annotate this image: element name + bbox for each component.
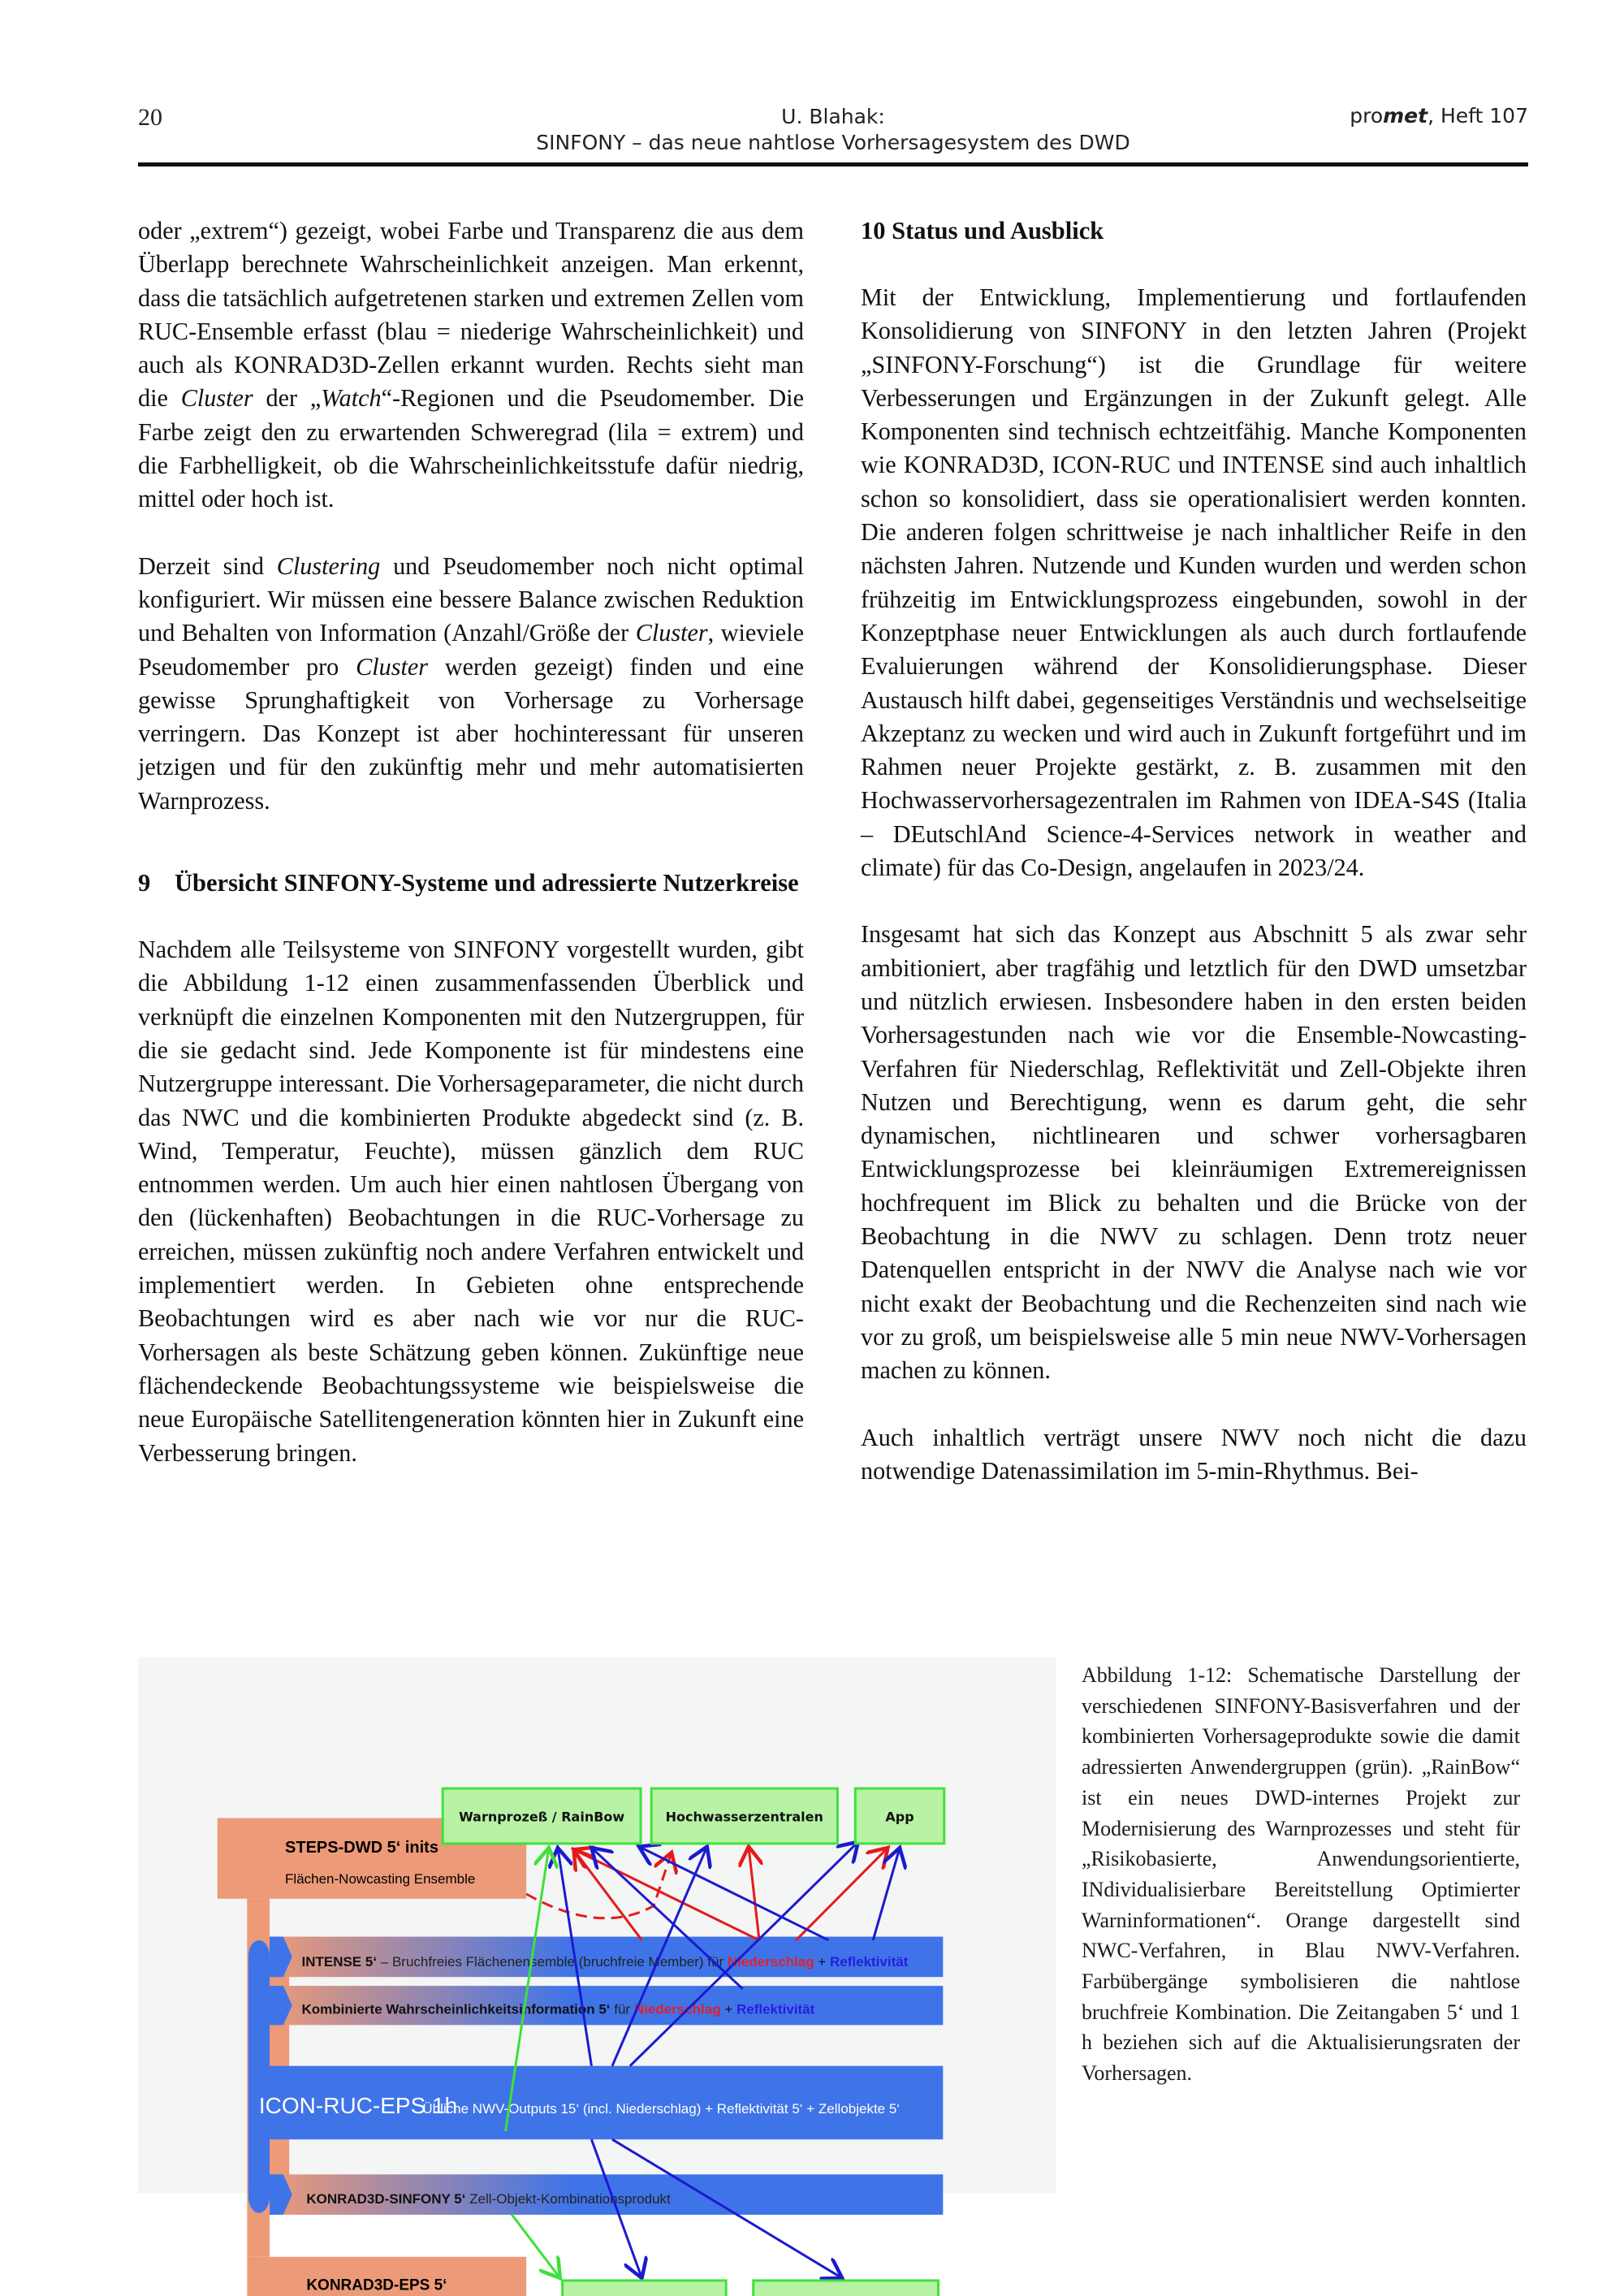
steps-dwd-title: STEPS-DWD 5‘ inits — [285, 1838, 438, 1857]
paragraph: oder „extrem“) gezeigt, wobei Farbe und Transparenz die aus dem Überlapp berechnete Wahrscheinlichkeit anzeigen. Man erkennt, dass die tatsächlich aufgetretenen starken und extremen Zellen vom RUC-Ensemble erfasst (blau = niederige Wahrscheinlichkeit) und auch als KONRAD3D-Zellen erkannt wurden. Rechts sieht man die Cluster der „Watch“-Regionen und die Pseudomember. Die Farbe zeigt den zu erwartenden Schweregrad (lila = extrem) und die Farbhelligkeit, ob die Wahrscheinlichkeitsstufe dafür niedrig, mittel oder hoch ist. — [138, 217, 804, 513]
user-group-app-label: App — [885, 1809, 914, 1825]
journal-name — [1350, 104, 1528, 128]
header-rule — [138, 162, 1528, 166]
user-group-luftfahrt — [563, 2281, 726, 2296]
arrow-red — [749, 1847, 759, 1940]
section-heading-9 — [138, 867, 804, 900]
section-number: 9 — [138, 869, 151, 897]
user-group-hochwasser-label: Hochwasserzentralen — [665, 1809, 823, 1825]
page-number: 20 — [138, 104, 162, 131]
konrad-sinfony-label: KONRAD3D-SINFONY 5‘ Zell-Objekt-Kombinationsprodukt — [306, 2191, 671, 2207]
paragraph: Insgesamt hat sich das Konzept aus Abschnitt 5 als zwar sehr ambitioniert, aber tragfähig und letztlich für den DWD umsetzbar und nützlich erwiesen. Insbesondere haben in den ersten beiden Vorhersagestunden nach wie vor die Ensemble-Nowcasting-Verfahren für Niederschlag, Reflektivität und Zell-Objekte ihren Nutzen und Berechtigung, wenn es darum geht, die sehr dynamischen, nichtlinearen und schwer vorhersagbaren Entwicklungsprozesse bei kleinräumigen Extremereignissen hochfrequent im Blick zu behalten und die Brücke von der Beobachtung in die NWV zu schlagen. Denn trotz neuer Datenquellen entspricht in der NWV die Analyse nach wie vor nicht exakt der Beobachtung und die Rechenzeiten sind nach wie vor zu groß, um beispielsweise alle 5 min neue NWV-Vorhersagen machen zu können. — [861, 920, 1527, 1385]
konrad-eps-title: KONRAD3D-EPS 5‘ — [306, 2277, 447, 2294]
steps-dwd-subtitle: Flächen-Nowcasting Ensemble — [285, 1870, 476, 1887]
right-column — [861, 214, 1527, 1521]
arrow-red — [796, 1848, 888, 1940]
header-center — [138, 104, 1528, 156]
header-author: U. Blahak: — [781, 105, 885, 128]
journal-issue: , Heft 107 — [1427, 104, 1528, 128]
kombi-label: Kombinierte Wahrscheinlichkeitsinformation 5‘ für Niederschlag + Reflektivität — [301, 2001, 815, 2017]
arrow-red — [574, 1849, 759, 1940]
header-title: SINFONY – das neue nahtlose Vorhersagesystem des DWD — [536, 131, 1130, 154]
icon-ruc-title: ICON-RUC-EPS 1h — [258, 2093, 458, 2119]
paragraph: Nachdem alle Teilsysteme von SINFONY vorgestellt wurden, gibt die Abbildung 1-12 einen zusammenfassenden Überblick und verknüpft die einzelnen Komponenten mit den Nutzergruppen, für die sie gedacht sind. Jede Komponente ist für mindestens eine Nutzergruppe interessant. Die Vorhersageparameter, die nicht durch das NWC und die kombinierten Produkte abgedeckt sind (z. B. Wind, Temperatur, Feuchte), müssen gänzlich dem RUC entnommen werden. Um auch hier einen nahtlosen Übergang von den (lückenhaften) Beobachtungen in die RUC-Vorhersage zu erreichen, müssen zukünftig noch andere Verfahren entwickelt und implementiert werden. In Gebieten ohne entsprechende Beobachtungen wird es aber nach wie vor nur die RUC-Vorhersagen als beste Schätzung geben können. Zukünftige neue flächendeckende Beobachtungssysteme wie beispielsweise die neue Europäische Satellitengeneration könnten hier in Zukunft eine Verbesserung bringen. — [138, 936, 804, 1467]
figure-diagram — [138, 1657, 1056, 2294]
arrow-blue — [873, 1848, 900, 1940]
journal-prefix: pro — [1350, 104, 1384, 128]
paragraph: Auch inhaltlich verträgt unsere NWV noch nicht die dazu notwendige Datenassimilation im 5-min-Rhythmus. Bei- — [861, 1423, 1527, 1485]
user-group-warnprozess-label: Warnprozeß / RainBow — [459, 1809, 625, 1825]
journal-bold: met — [1383, 104, 1428, 128]
running-header — [138, 104, 1528, 153]
intense-label: INTENSE 5‘ – Bruchfreies Flächenensemble (bruchfreie Member) für Niederschlag + Reflektivität — [301, 1954, 909, 1970]
figure-caption: Abbildung 1-12: Schematische Darstellung der verschiedenen SINFONY-Basisverfahren und der kombinierten Vorhersageprodukte sowie die damit adressierten Anwendergruppen (grün). „RainBow“ ist ein neues DWD-internes Projekt zur Modernisierung des Warnprozesses und steht für „Risikobasierte, Anwendungsorientierte, INdividualisierbare Bereitstellung Optimierter Warninformationen“. Orange dargestellt sind NWC-Verfahren, in Blau NWV-Verfahren. Farbübergänge symbolisieren die nahtlose bruchfreie Kombination. Die Zeitangaben 5‘ und 1 h beziehen sich auf die Aktualisierungsraten der Vorhersagen. — [1082, 1663, 1520, 2086]
section-title: Übersicht SINFONY-Systeme und adressierte Nutzerkreise — [175, 869, 799, 897]
section-heading-10: 10 Status und Ausblick — [861, 217, 1104, 244]
user-group-erneuerbare — [754, 2281, 939, 2296]
paragraph: Mit der Entwicklung, Implementierung und fortlaufenden Konsolidierung von SINFONY in den letzten Jahren (Projekt „SINFONY-Forschung“) ist die Grundlage für weitere Verbesserungen und Ergänzungen in der Zukunft gelegt. Alle Komponenten sind technisch echtzeitfähig. Manche Komponenten wie KONRAD3D, ICON-RUC und INTENSE sind auch inhaltlich schon so konsolidiert, dass sie operationalisiert werden konnten. Die anderen folgen schrittweise je nach inhaltlicher Reife in den nächsten Jahren. Nutzende und Kunden wurden und werden schon frühzeitig im Entwicklungsprozess eingebunden, sowohl in der Konzeptphase neuer Entwicklungen als auch durch fortlaufende Evaluierungen während der Konsolidierungsphase. Dieser Austausch hilft dabei, gegenseitiges Verständnis und wechselseitige Akzeptanz zu wecken und wird auch in Zukunft fortgeführt und im Rahmen neuer Projekte gestärkt, z. B. zusammen mit den Hochwasservorhersagezentralen im Rahmen von IDEA-S4S (Italia – DEutschlAnd Science-4-Services network in weather and climate) für das Co-Design, angelaufen in 2023/24. — [861, 283, 1527, 882]
arrow-blue — [639, 1847, 829, 1940]
figure-sinfony-overview — [138, 1657, 1056, 2294]
left-column — [138, 214, 804, 1503]
icon-ruc-subtitle: Übliche NWV-Outputs 15‘ (incl. Niederschlag) + Reflektivität 5‘ + Zellobjekte 5‘ — [422, 2101, 901, 2117]
nwv-spine — [248, 1940, 270, 2213]
paragraph: Derzeit sind Clustering und Pseudomember noch nicht optimal konfiguriert. Wir müssen eine bessere Balance zwischen Reduktion und Behalten von Information (Anzahl/Größe der Cluster, wieviele Pseudomember pro Cluster werden gezeigt) finden und eine gewisse Sprunghaftigkeit von Vorhersage zu Vorhersage verringern. Das Konzept ist aber hochinteressant für unseren jetzigen und für den zukünftig mehr und mehr automatisierten Warnprozess. — [138, 551, 804, 815]
